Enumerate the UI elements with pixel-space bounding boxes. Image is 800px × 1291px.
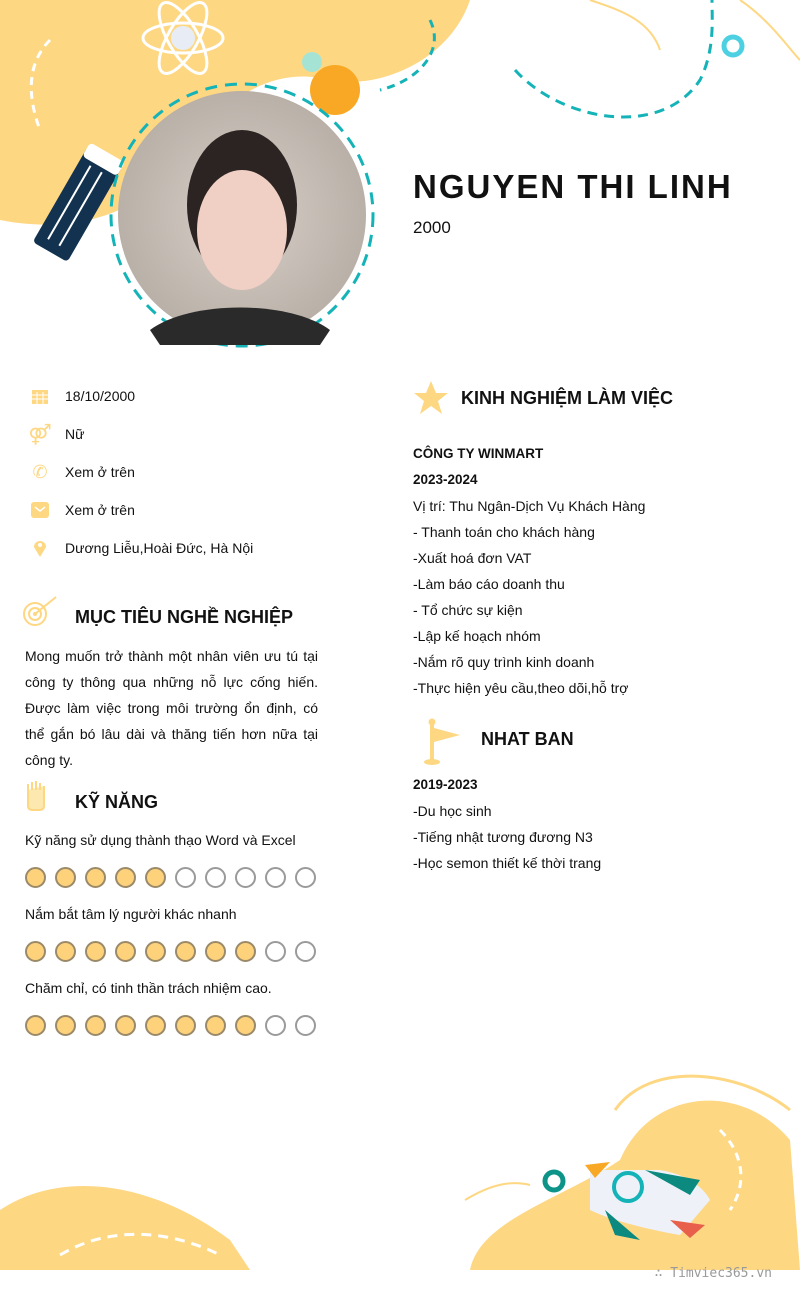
rating-dot-filled [205, 1015, 226, 1036]
skill-rating [25, 941, 316, 962]
list-item: Vị trí: Thu Ngân-Dịch Vụ Khách Hàng [413, 498, 646, 514]
skill-label: Nắm bắt tâm lý người khác nhanh [25, 906, 237, 922]
rating-dot-empty [265, 1015, 286, 1036]
list-item: -Thực hiện yêu cầu,theo dõi,hỗ trợ [413, 680, 629, 696]
rating-dot-empty [295, 1015, 316, 1036]
rating-dot-filled [25, 941, 46, 962]
skill-rating [25, 1015, 316, 1036]
list-item: -Tiếng nhật tương đương N3 [413, 829, 593, 845]
list-item: -Xuất hoá đơn VAT [413, 550, 532, 566]
study-block [413, 772, 601, 876]
rating-dot-filled [205, 941, 226, 962]
gender-icon: ⚤ [28, 423, 52, 446]
watermark: ∴ Timviec365.vn [654, 1266, 772, 1281]
objective-text: Mong muốn trở thành một nhân viên ưu tú tại công ty thông qua những nỗ lực cống hiến. Được làm việc trong môi trường ổn định, có thể gắn bó lâu dài và thăng tiến hơn nữa tại công ty. [25, 648, 318, 768]
hand-icon [25, 780, 47, 812]
flag-icon [420, 718, 464, 766]
rating-dot-filled [55, 941, 76, 962]
candidate-name: NGUYEN THI LINH [413, 168, 733, 205]
rating-dot-filled [145, 941, 166, 962]
birth-year: 2000 [413, 218, 451, 237]
info-text: Dương Liễu,Hoài Đức, Hà Nội [65, 540, 254, 556]
star-icon [413, 380, 449, 416]
list-item: -Làm báo cáo doanh thu [413, 576, 565, 592]
phone-icon: ✆ [32, 461, 48, 482]
rating-dot-empty [295, 867, 316, 888]
rating-dot-empty [295, 941, 316, 962]
bottom-decoration [0, 1060, 800, 1270]
target-icon [22, 594, 60, 628]
info-text: 18/10/2000 [65, 388, 136, 404]
list-item: -Du học sinh [413, 803, 492, 819]
experience-block [413, 441, 645, 701]
rating-dot-filled [25, 1015, 46, 1036]
experience-title: KINH NGHIỆM LÀM VIỆC [461, 388, 674, 408]
skill-rating [25, 867, 316, 888]
calendar-icon [30, 386, 50, 406]
list-item: -Học semon thiết kế thời trang [413, 855, 602, 871]
rating-dot-filled [55, 1015, 76, 1036]
list-item: - Thanh toán cho khách hàng [413, 524, 595, 540]
info-birthdate [30, 386, 135, 406]
rating-dot-empty [175, 867, 196, 888]
study-period: 2019-2023 [413, 777, 478, 792]
rating-dot-filled [235, 1015, 256, 1036]
rating-dot-filled [25, 867, 46, 888]
info-text: Xem ở trên [65, 502, 135, 518]
list-item: -Lập kế hoạch nhóm [413, 628, 541, 644]
rating-dot-filled [85, 941, 106, 962]
skill-label: Kỹ năng sử dụng thành thạo Word và Excel [25, 832, 296, 848]
info-address [30, 538, 253, 558]
rating-dot-filled [175, 1015, 196, 1036]
email-icon [30, 500, 50, 520]
rating-dot-empty [265, 941, 286, 962]
objective-title: MỤC TIÊU NGHỀ NGHIỆP [75, 607, 294, 627]
rating-dot-filled [85, 867, 106, 888]
rating-dot-filled [115, 941, 136, 962]
rating-dot-filled [235, 941, 256, 962]
company-name: CÔNG TY WINMART [413, 446, 544, 461]
rating-dot-filled [145, 867, 166, 888]
info-phone [30, 462, 135, 482]
info-gender [30, 424, 84, 444]
info-text: Xem ở trên [65, 464, 135, 480]
skills-title: KỸ NĂNG [75, 792, 159, 812]
list-item: -Nắm rõ quy trình kinh doanh [413, 654, 595, 670]
location-icon [30, 538, 50, 558]
info-text: Nữ [65, 426, 85, 442]
personal-info [30, 386, 360, 566]
rating-dot-filled [55, 867, 76, 888]
rating-dot-empty [205, 867, 226, 888]
rating-dot-empty [235, 867, 256, 888]
rating-dot-filled [85, 1015, 106, 1036]
rating-dot-filled [175, 941, 196, 962]
list-item: - Tổ chức sự kiện [413, 602, 523, 618]
skill-label: Chăm chỉ, có tinh thần trách nhiệm cao. [25, 980, 272, 996]
experience-period: 2023-2024 [413, 472, 478, 487]
rating-dot-filled [115, 1015, 136, 1036]
rating-dot-filled [145, 1015, 166, 1036]
study-title: NHAT BAN [481, 729, 574, 749]
rating-dot-empty [265, 867, 286, 888]
rating-dot-filled [115, 867, 136, 888]
info-email [30, 500, 135, 520]
